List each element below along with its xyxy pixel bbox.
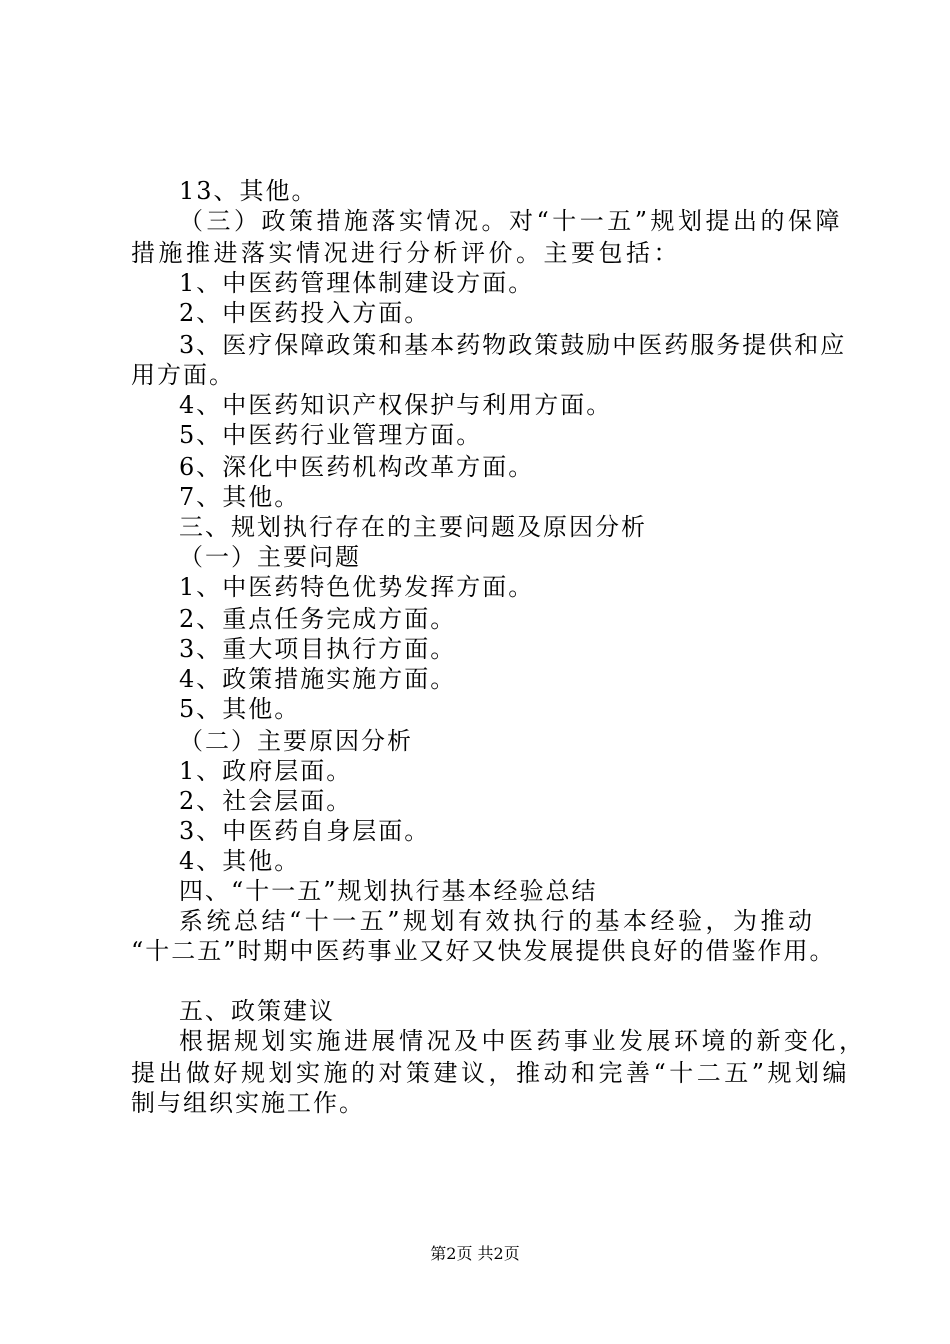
text-line: 7、其他。 xyxy=(179,483,301,511)
text-line: 2、中医药投入方面。 xyxy=(179,299,431,327)
section-heading: 五、政策建议 xyxy=(179,997,335,1025)
text-line: 2、重点任务完成方面。 xyxy=(179,605,457,633)
subsection-heading: （一）主要问题 xyxy=(179,543,361,571)
text-line: 制与组织实施工作。 xyxy=(131,1089,365,1117)
text-line: 1、中医药特色优势发挥方面。 xyxy=(179,573,535,601)
subsection-heading: （二）主要原因分析 xyxy=(179,727,413,755)
text-line: 6、深化中医药机构改革方面。 xyxy=(179,453,535,481)
text-line: 4、其他。 xyxy=(179,847,301,875)
text-line: “十二五”时期中医药事业又好又快发展提供良好的借鉴作用。 xyxy=(131,937,836,965)
text-line: 5、其他。 xyxy=(179,695,301,723)
section-heading: 四、“十一五”规划执行基本经验总结 xyxy=(179,877,598,905)
text-line: 1、中医药管理体制建设方面。 xyxy=(179,269,535,297)
text-line: （三）政策措施落实情况。对“十一五”规划提出的保障 xyxy=(179,207,844,235)
text-line: 3、重大项目执行方面。 xyxy=(179,635,457,663)
text-line: 措施推进落实情况进行分析评价。主要包括： xyxy=(131,239,681,267)
text-line: 提出做好规划实施的对策建议，推动和完善“十二五”规划编 xyxy=(131,1059,851,1087)
page-number-footer: 第2页 共2页 xyxy=(430,1244,520,1263)
text-line: 4、政策措施实施方面。 xyxy=(179,665,457,693)
section-heading: 三、规划执行存在的主要问题及原因分析 xyxy=(179,513,647,541)
text-line: 2、社会层面。 xyxy=(179,787,353,815)
text-line: 13、其他。 xyxy=(179,177,318,205)
text-line: 系统总结“十一五”规划有效执行的基本经验，为推动 xyxy=(179,907,816,935)
text-line: 5、中医药行业管理方面。 xyxy=(179,421,483,449)
text-line: 4、中医药知识产权保护与利用方面。 xyxy=(179,391,613,419)
text-line: 3、医疗保障政策和基本药物政策鼓励中医药服务提供和应 xyxy=(179,331,847,359)
text-line: 3、中医药自身层面。 xyxy=(179,817,431,845)
text-line: 1、政府层面。 xyxy=(179,757,353,785)
text-line: 用方面。 xyxy=(131,361,235,389)
text-line: 根据规划实施进展情况及中医药事业发展环境的新变化， xyxy=(179,1027,867,1055)
